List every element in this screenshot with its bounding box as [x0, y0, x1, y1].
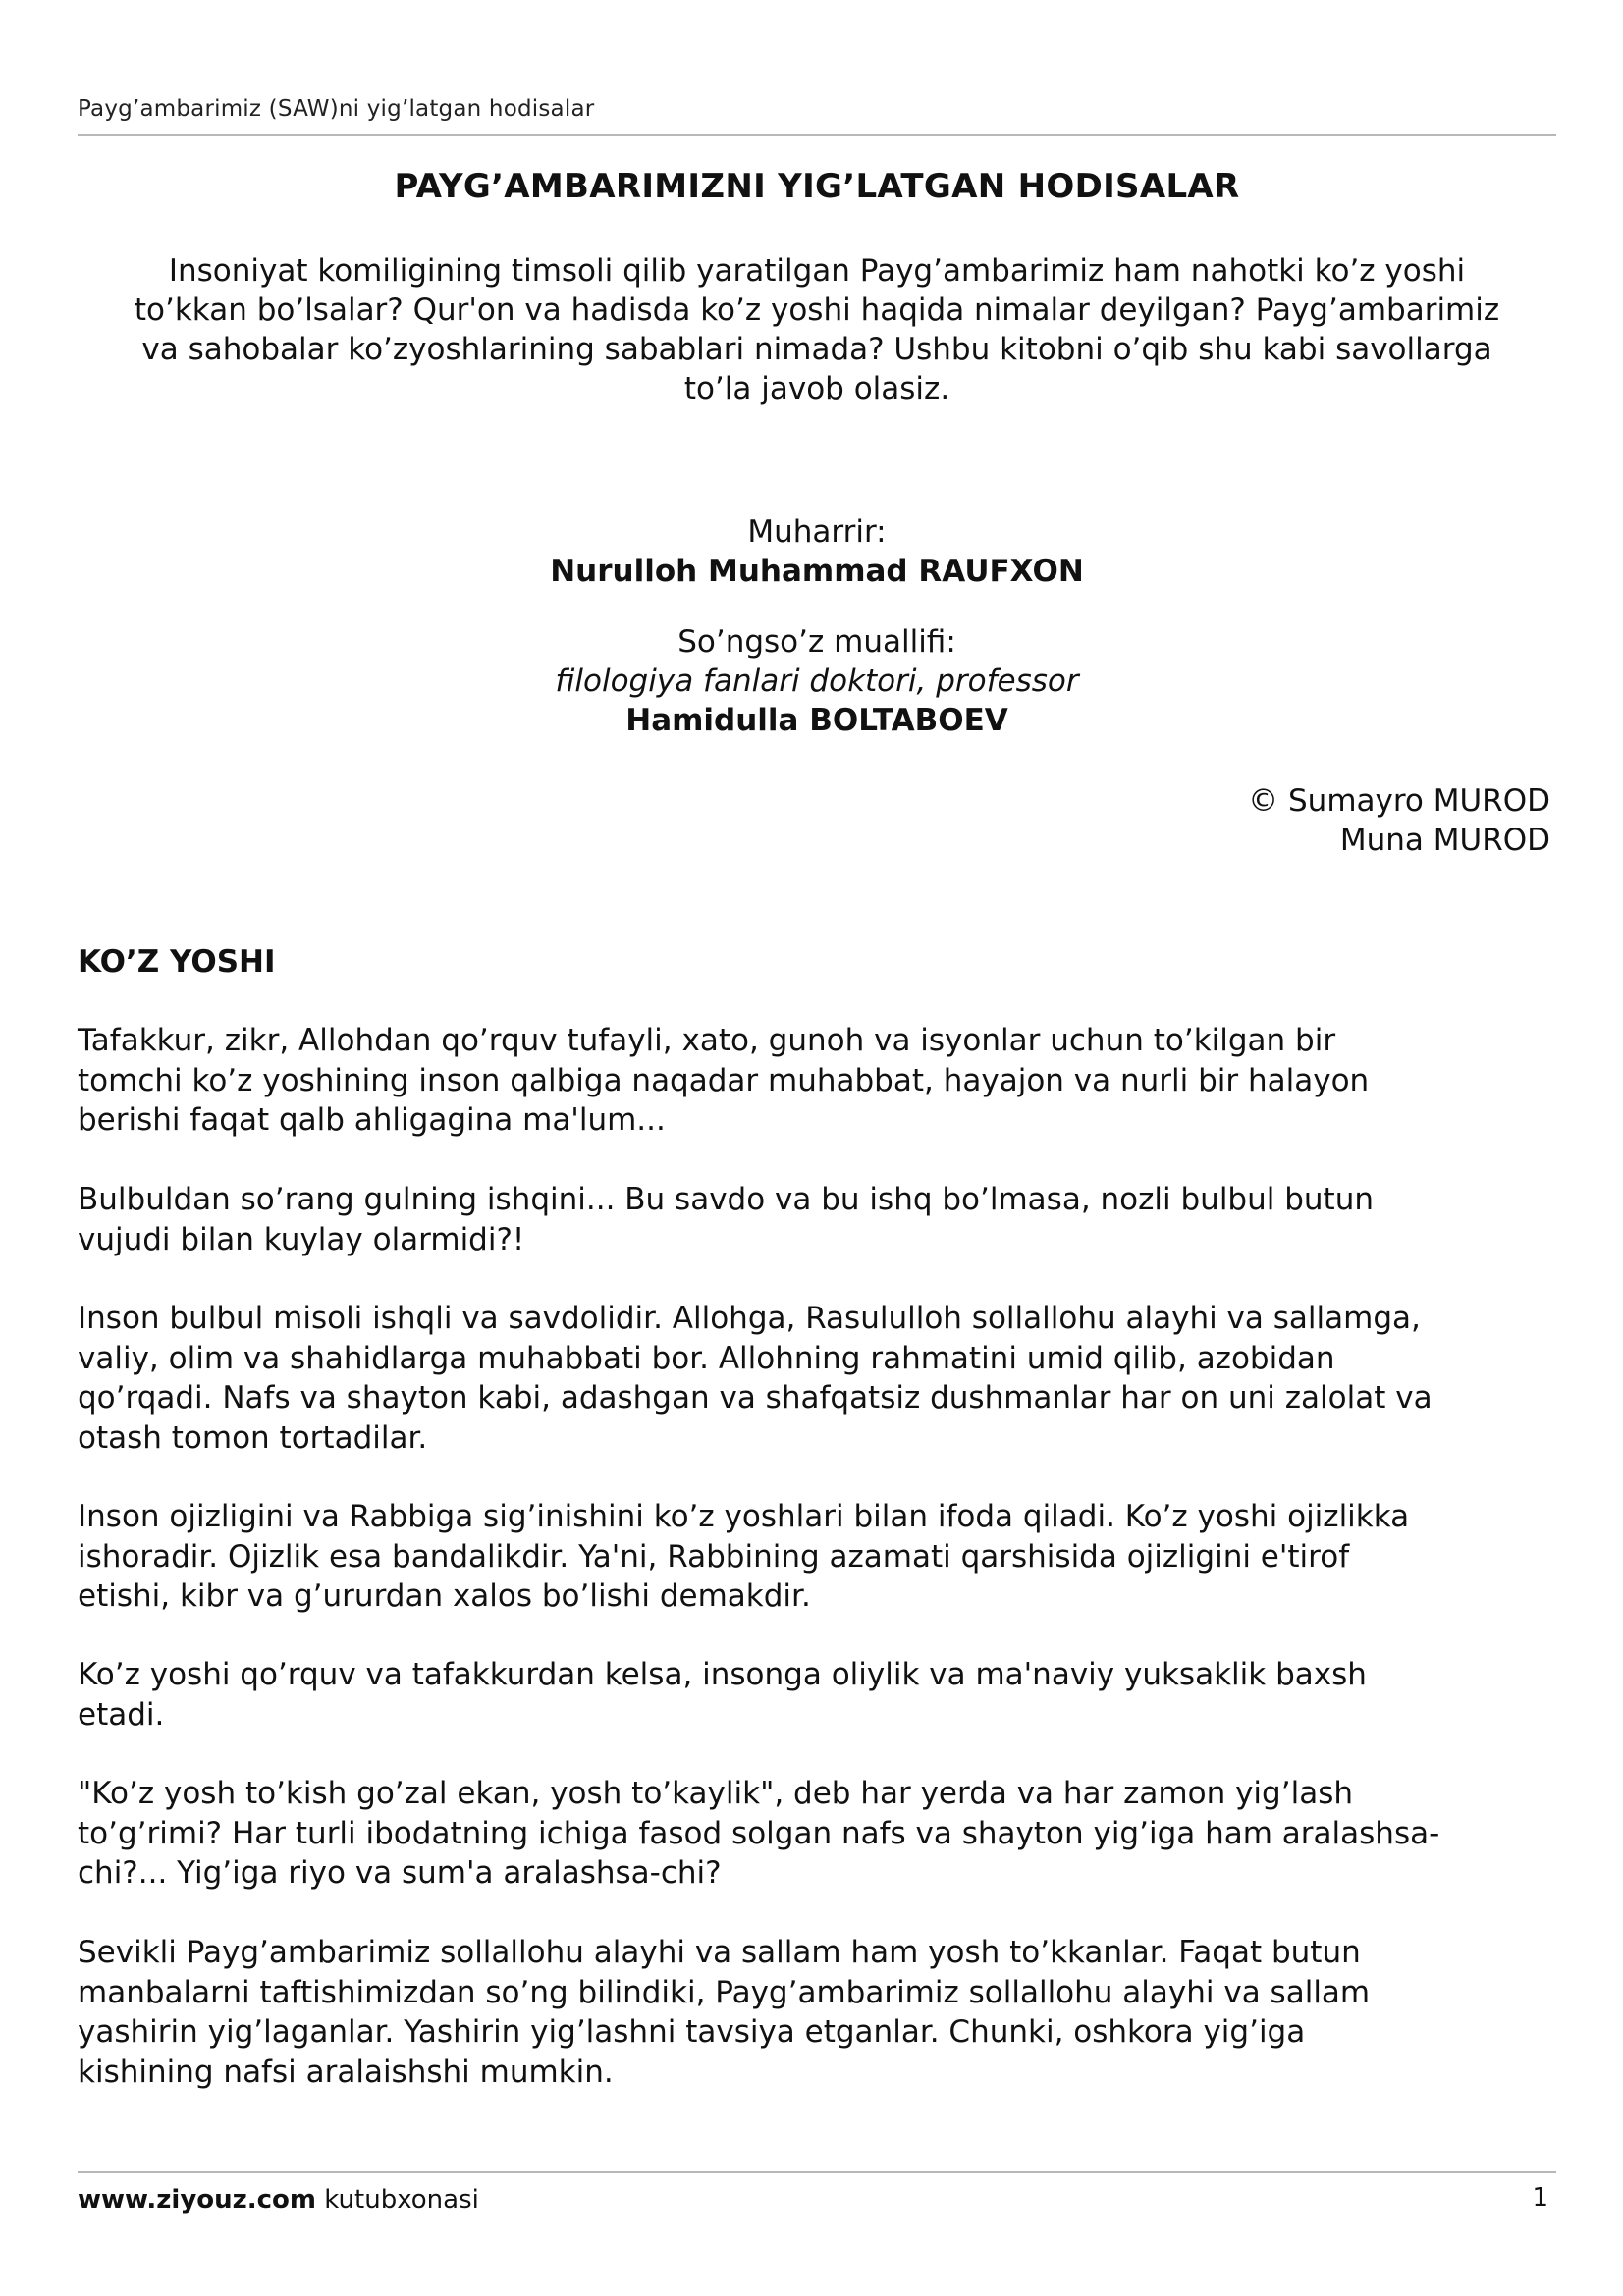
intro-paragraph — [98, 251, 1536, 408]
editor-label: Muharrir: — [747, 514, 887, 550]
editor-name: Nurulloh Muhammad RAUFXON — [550, 554, 1084, 589]
body-paragraph — [78, 1933, 1560, 2092]
intro-line: Insoniyat komiligining timsoli qilib yaratilgan Payg’ambarimiz ham nahotki ko’z yoshi — [168, 253, 1466, 289]
paragraph-line: Ko’z yoshi qo’rquv va tafakkurdan kelsa, insonga oliylik va ma'naviy yuksaklik baxsh — [78, 1657, 1367, 1692]
running-header-title: Payg’ambarimiz (SAW)ni yig’latgan hodisalar — [78, 96, 595, 122]
page-number: 1 — [1532, 2183, 1548, 2213]
body-paragraph — [78, 1299, 1560, 1458]
paragraph-line: manbalarni taftishimizdan so’ng bilindiki, Payg’ambarimiz sollallohu alayhi va sallam — [78, 1974, 1371, 2010]
copyright-line: © Sumayro MUROD — [1248, 783, 1550, 819]
paragraph-line: tomchi ko’z yoshining inson qalbiga naqadar muhabbat, hayajon va nurli bir halayon — [78, 1062, 1370, 1098]
paragraph-line: berishi faqat qalb ahligagina ma'lum... — [78, 1102, 666, 1138]
copyright-line: Muna MUROD — [1339, 823, 1550, 858]
body-paragraph — [78, 1497, 1560, 1617]
footer-site-credit — [78, 2185, 479, 2215]
intro-line: to’la javob olasiz. — [683, 371, 950, 406]
paragraph-line: etadi. — [78, 1696, 165, 1733]
paragraph-line: vujudi bilan kuylay olarmidi?! — [78, 1221, 525, 1257]
header-divider — [78, 134, 1556, 136]
intro-line: va sahobalar ko’zyoshlarining sabablari nimada? Ushbu kitobni o’qib shu kabi savollarga — [141, 332, 1492, 367]
paragraph-line: valiy, olim va shahidlarga muhabbati bor. Allohning rahmatini umid qilib, azobidan — [78, 1340, 1335, 1376]
paragraph-line: Sevikli Payg’ambarimiz sollallohu alayhi va sallam ham yosh to’kkanlar. Faqat butun — [78, 1935, 1361, 1970]
section-heading: KO’Z YOSHI — [78, 944, 276, 980]
paragraph-line: kishining nafsi aralaishshi mumkin. — [78, 2054, 614, 2090]
paragraph-line: to’g’rimi? Har turli ibodatning ichiga fasod solgan nafs va shayton yig’iga ham aralashsa- — [78, 1815, 1440, 1851]
paragraph-line: otash tomon tortadilar. — [78, 1419, 428, 1456]
paragraph-line: "Ko’z yosh to’kish go’zal ekan, yosh to’kaylik", deb har yerda va har zamon yig’lash — [78, 1776, 1353, 1811]
footer-site-link[interactable]: www.ziyouz.com — [78, 2185, 317, 2215]
body-paragraph — [78, 1774, 1560, 1894]
paragraph-line: yashirin yig’laganlar. Yashirin yig’lashni tavsiya etganlar. Chunki, oshkora yig’iga — [78, 2014, 1306, 2050]
paragraph-line: Tafakkur, zikr, Allohdan qo’rquv tufayli, xato, gunoh va isyonlar uchun to’kilgan bir — [78, 1023, 1336, 1058]
editor-credit — [78, 512, 1556, 591]
body-paragraph — [78, 1180, 1560, 1259]
body-paragraph — [78, 1021, 1560, 1141]
paragraph-line: qo’rqadi. Nafs va shayton kabi, adashgan va shafqatsiz dushmanlar har on uni zalolat va — [78, 1380, 1433, 1415]
paragraph-line: Bulbuldan so’rang gulning ishqini... Bu savdo va bu ishq bo’lmasa, nozli bulbul butun — [78, 1182, 1374, 1217]
afterword-label: So’ngso’z muallifi: — [677, 624, 956, 660]
copyright-block — [1248, 781, 1550, 860]
afterword-credit — [78, 622, 1556, 740]
body-paragraph — [78, 1655, 1560, 1735]
footer-site-suffix: kutubxonasi — [316, 2185, 479, 2215]
paragraph-line: ishoradir. Ojizlik esa bandalikdir. Ya'ni, Rabbining azamati qarshisida ojizligini e'tirof — [78, 1538, 1350, 1575]
paragraph-line: Inson ojizligini va Rabbiga sig’inishini ko’z yoshlari bilan ifoda qiladi. Ko’z yoshi ojizlikka — [78, 1499, 1410, 1534]
paragraph-line: chi?... Yig’iga riyo va sum'a aralashsa-chi? — [78, 1855, 722, 1891]
afterword-author-title: filologiya fanlari doktori, professor — [555, 664, 1079, 699]
document-title: PAYG’AMBARIMIZNI YIG’LATGAN HODISALAR — [394, 167, 1240, 206]
footer-divider — [78, 2171, 1556, 2173]
paragraph-line: etishi, kibr va g’ururdan xalos bo’lishi demakdir. — [78, 1578, 811, 1614]
afterword-author-name: Hamidulla BOLTABOEV — [625, 703, 1008, 738]
paragraph-line: Inson bulbul misoli ishqli va savdolidir. Allohga, Rasululloh sollallohu alayhi va sallamga, — [78, 1301, 1421, 1336]
intro-line: to’kkan bo’lsalar? Qur'on va hadisda ko’z yoshi haqida nimalar deyilgan? Payg’ambarimiz — [134, 293, 1500, 328]
